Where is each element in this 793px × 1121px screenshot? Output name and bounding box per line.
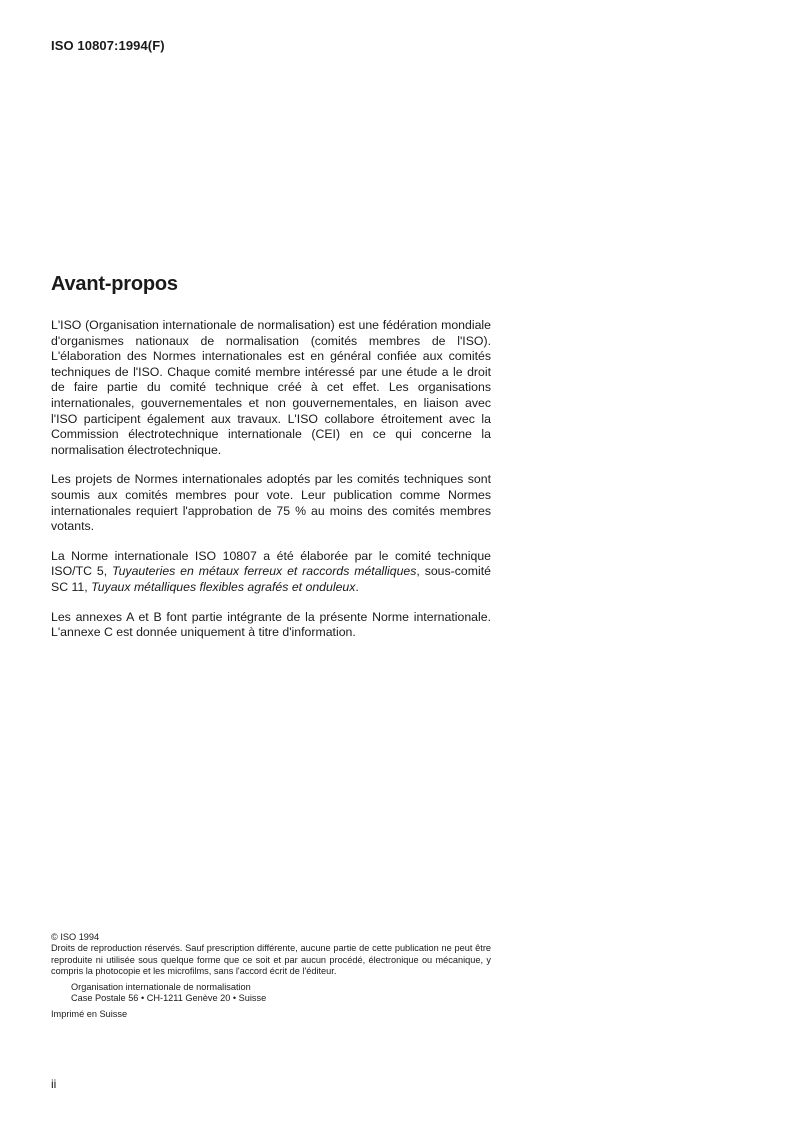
committee-text-1: La Norme internationale ISO 10807 a été élaborée par le comité technique ISO/TC 5, [51,548,491,579]
page-number: ii [51,1077,57,1091]
section-title: Avant-propos [51,273,178,295]
paragraph-annexes: Les annexes A et B font partie intégrante de la présente Norme internationale. L'annexe C est donnée uniquement à titre d'information. [51,609,491,640]
subcommittee-name: Tuyaux métalliques flexibles agrafés et onduleux [91,579,356,594]
paragraph-iso-description: L'ISO (Organisation internationale de normalisation) est une fédération mondiale d'organismes nationaux de normalisation (comités membres de l'ISO). L'élaboration des Normes internationales est en général confiée aux comités techniques de l'ISO. Chaque comité membre intéressé par une étude a le droit de faire partie du comité technique créé à cet effet. Les organisations internationales, gouvernementales et non gouvernementales, en liaison avec l'ISO participent également aux travaux. L'ISO collabore étroitement avec la Commission électrotechnique internationale (CEI) en ce qui concerne la normalisation électrotechnique. [51,318,491,457]
organisation-address: Case Postale 56 • CH-1211 Genève 20 • Suisse [71,993,267,1004]
printed-in: Imprimé en Suisse [51,1009,128,1020]
organisation-name: Organisation internationale de normalisation [71,981,251,992]
paragraph-voting: Les projets de Normes internationales adoptés par les comités techniques sont soumis aux comités membres pour vote. Leur publication comme Normes internationales requiert l'approbation de 75 % au moins des comités membres votants. [51,472,491,534]
foreword-body [51,318,491,655]
document-id: ISO 10807:1994(F) [51,38,165,53]
paragraph-committee [51,549,491,596]
committee-text-3: . [355,579,359,594]
committee-name: Tuyauteries en métaux ferreux et raccords métalliques [111,564,417,579]
copyright-block [51,932,491,1021]
copyright-notice: Droits de reproduction réservés. Sauf prescription différente, aucune partie de cette publication ne peut être reproduite ni utilisée sous quelque forme que ce soit et par aucun procédé, électronique ou mécanique, y compris la photocopie et les microfilms, sans l'accord écrit de l'éditeur. [51,943,491,977]
copyright-line: © ISO 1994 [51,932,100,942]
committee-text-2: , sous-comité SC 11, [51,564,491,594]
